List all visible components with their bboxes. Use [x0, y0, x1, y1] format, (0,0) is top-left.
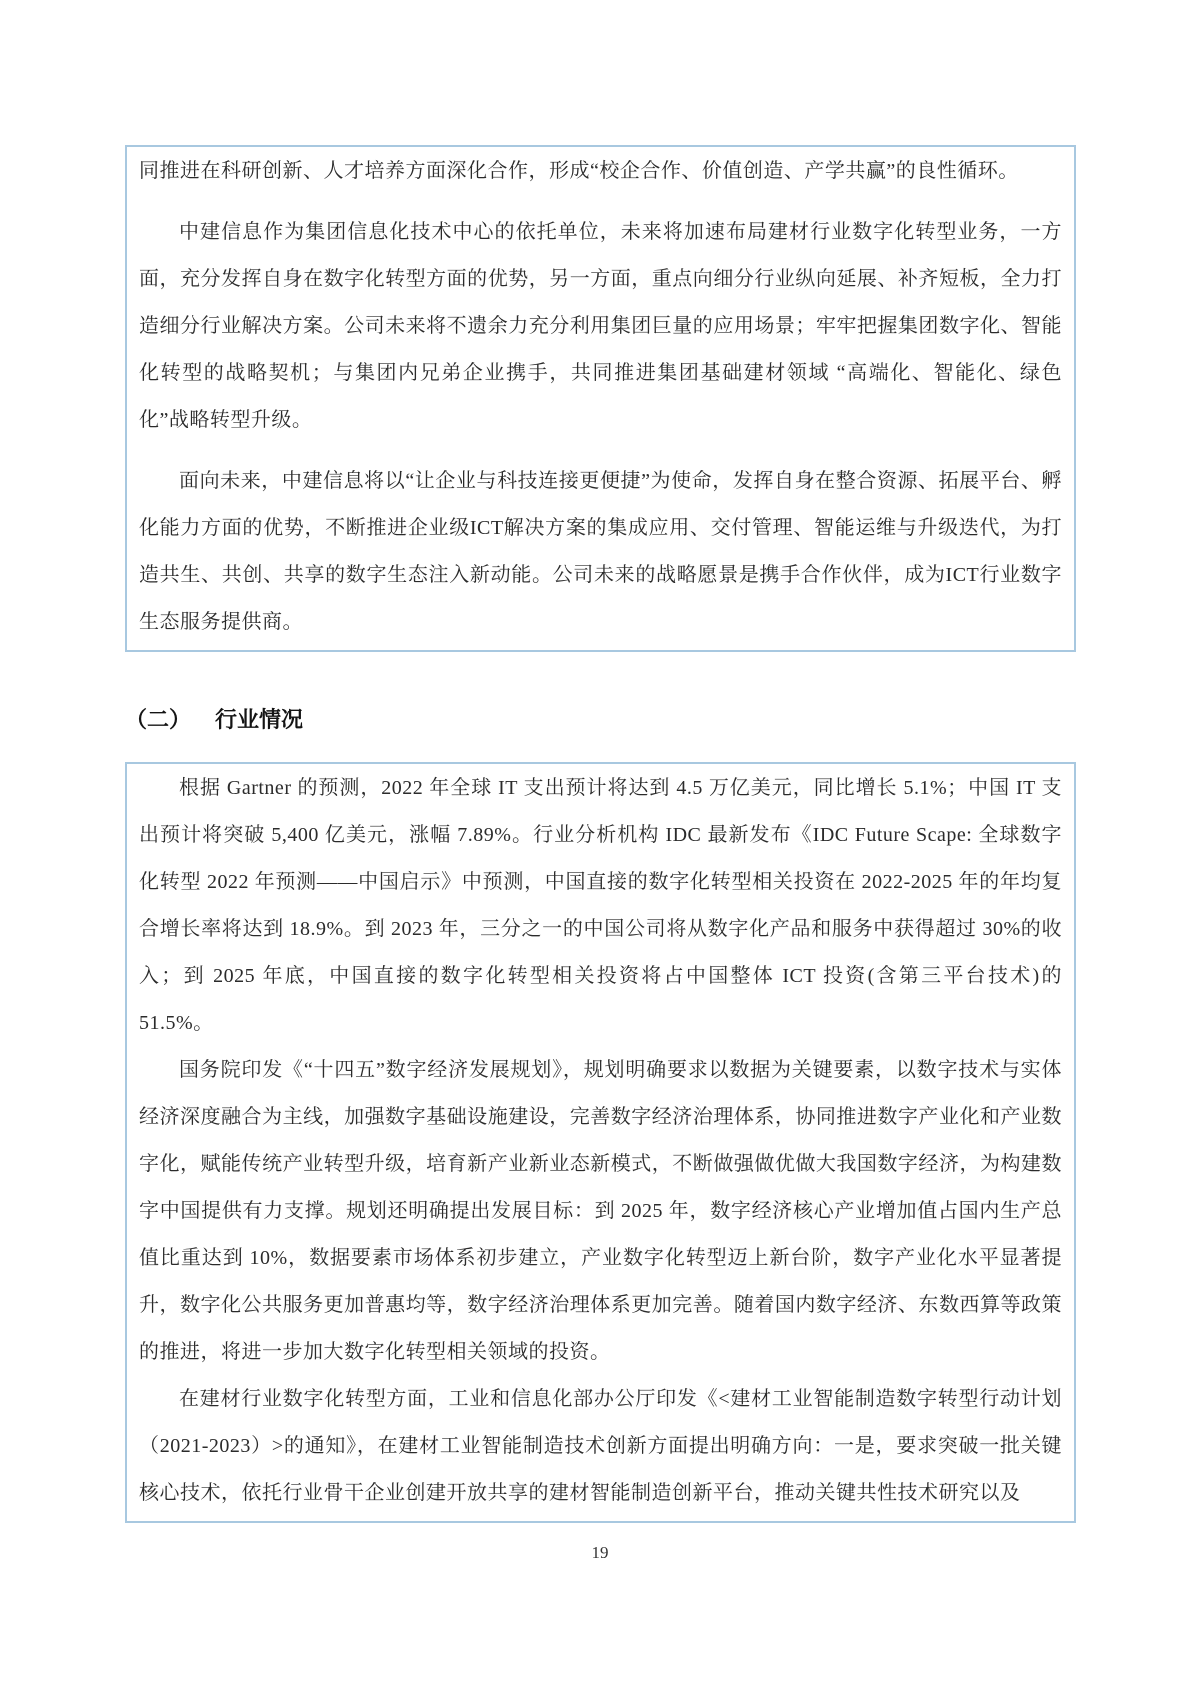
industry-overview-text-box	[125, 762, 1076, 1523]
section-heading	[125, 704, 303, 736]
paragraph: 在建材行业数字化转型方面，工业和信息化部办公厅印发《<建材工业智能制造数字转型行动计划（2021-2023）>的通知》，在建材工业智能制造技术创新方面提出明确方向：一是，要求突破一批关键核心技术，依托行业骨干企业创建开放共享的建材智能制造创新平台，推动关键共性技术研究以及	[139, 1388, 1062, 1504]
paragraph: 面向未来，中建信息将以“让企业与科技连接更便捷”为使命，发挥自身在整合资源、拓展平台、孵化能力方面的优势，不断推进企业级ICT解决方案的集成应用、交付管理、智能运维与升级迭代，为打造共生、共创、共享的数字生态注入新动能。公司未来的战略愿景是携手合作伙伴，成为ICT行业数字生态服务提供商。	[139, 470, 1062, 633]
page-number: 19	[591, 1543, 609, 1562]
paragraph: 根据 Gartner 的预测，2022 年全球 IT 支出预计将达到 4.5 万亿美元，同比增长 5.1%；中国 IT 支出预计将突破 5,400 亿美元，涨幅 7.89%。行业分析机构 IDC 最新发布《IDC Future Scape: 全球数字化转型 2022 年预测——中国启示》中预测，中国直接的数字化转型相关投资在 2022-2025 年的年均复合增长率将达到 18.9%。到 2023 年，三分之一的中国公司将从数字化产品和服务中获得超过 30%的收入；到 2025 年底，中国直接的数字化转型相关投资将占中国整体 ICT 投资(含第三平台技术)的 51.5%。	[139, 777, 1062, 1034]
paragraph: 中建信息作为集团信息化技术中心的依托单位，未来将加速布局建材行业数字化转型业务，一方面，充分发挥自身在数字化转型方面的优势，另一方面，重点向细分行业纵向延展、补齐短板，全力打造细分行业解决方案。公司未来将不遗余力充分利用集团巨量的应用场景；牢牢把握集团数字化、智能化转型的战略契机；与集团内兄弟企业携手，共同推进集团基础建材领域 “高端化、智能化、绿色化”战略转型升级。	[139, 221, 1062, 431]
section-number: （二）	[125, 707, 192, 732]
paragraph: 同推进在科研创新、人才培养方面深化合作，形成“校企合作、价值创造、产学共赢”的良性循环。	[139, 160, 1019, 182]
paragraph: 国务院印发《“十四五”数字经济发展规划》，规划明确要求以数据为关键要素，以数字技术与实体经济深度融合为主线，加强数字基础设施建设，完善数字经济治理体系，协同推进数字产业化和产业数字化，赋能传统产业转型升级，培育新产业新业态新模式，不断做强做优做大我国数字经济，为构建数字中国提供有力支撑。规划还明确提出发展目标：到 2025 年，数字经济核心产业增加值占国内生产总值比重达到 10%，数据要素市场体系初步建立，产业数字化转型迈上新台阶，数字产业化水平显著提升，数字化公共服务更加普惠均等，数字经济治理体系更加完善。随着国内数字经济、东数西算等政策的推进，将进一步加大数字化转型相关领域的投资。	[139, 1059, 1062, 1363]
section-title: 行业情况	[215, 707, 304, 732]
company-outlook-text-box	[125, 145, 1076, 652]
